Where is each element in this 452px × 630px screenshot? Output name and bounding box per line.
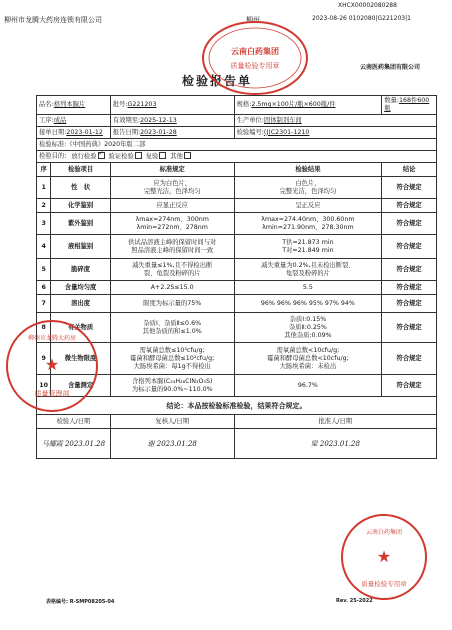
header-no: 序 bbox=[37, 163, 51, 177]
doc-code: XHCX00002080288 bbox=[338, 2, 397, 9]
report-date-cell: 报告日期:2023-01-28 bbox=[110, 127, 234, 139]
row-item: 脆碎度 bbox=[51, 259, 111, 281]
row-result: 96.7% bbox=[234, 375, 382, 397]
info-row-4 bbox=[37, 139, 437, 151]
conclusion-text: 结论：本品按检验标准检验，结果符合规定。 bbox=[37, 397, 437, 415]
row-standard: 杂质Ⅰ、杂质Ⅱ≤0.6% 其他杂质的和≤1.0% bbox=[110, 313, 234, 343]
company-name: 柳州市龙腾大药房连锁有限公司 bbox=[4, 16, 102, 24]
row-result: λmax=274.40nm、300.60nm λmin=271.90nm、278.30nm bbox=[234, 213, 382, 235]
purpose-cell: 检验目的: 放行检验✓ 验证检验 复验 其他 bbox=[37, 151, 437, 163]
row-number: 4 bbox=[37, 235, 51, 259]
qty-cell: 数量:168件600瓶 bbox=[382, 96, 437, 115]
row-result: 呈正反应 bbox=[234, 199, 382, 213]
svg-text:质量检验专用章: 质量检验专用章 bbox=[361, 580, 407, 588]
standard-cell: 检验标准:《中国药典》2020年版二部 bbox=[37, 139, 437, 151]
svg-text:云南白药集团: 云南白药集团 bbox=[231, 47, 279, 56]
row-item: 性 状 bbox=[51, 177, 111, 199]
row-conclusion: 符合规定 bbox=[382, 259, 437, 281]
purpose-option[interactable]: 放行检验 bbox=[71, 152, 97, 160]
spec-cell: 规格:2.5mg×100片/瓶×600瓶/件 bbox=[234, 96, 382, 115]
row-item: 化学鉴别 bbox=[51, 199, 111, 213]
row-conclusion: 符合规定 bbox=[382, 375, 437, 397]
row-item: 液相鉴别 bbox=[51, 235, 111, 259]
purpose-options bbox=[68, 153, 192, 160]
svg-text:★: ★ bbox=[376, 547, 392, 566]
expiry-cell: 有效期至:2025-12-13 bbox=[110, 115, 234, 127]
row-result: 需氧菌总数<10cfu/g; 霉菌和酵母菌总数<10cfu/g; 大肠埃希菌：未检出 bbox=[234, 343, 382, 375]
left-stamp bbox=[4, 318, 100, 414]
row-conclusion: 符合规定 bbox=[382, 295, 437, 313]
row-standard: λmax=274nm、300nm λmin=272nm、278nm bbox=[110, 213, 234, 235]
header-conclusion: 结论 bbox=[382, 163, 437, 177]
signature-tester: 马耀霞 2023.01.28 bbox=[37, 429, 111, 459]
table-row bbox=[37, 213, 437, 235]
header-standard: 标准规定 bbox=[110, 163, 234, 177]
table-row bbox=[37, 235, 437, 259]
table-row bbox=[37, 177, 437, 199]
info-row-3 bbox=[37, 127, 437, 139]
row-number: 9 bbox=[37, 343, 51, 375]
row-item: 溶出度 bbox=[51, 295, 111, 313]
row-standard: 应为白色片， 完整光洁，色泽均匀 bbox=[110, 177, 234, 199]
header-item: 检验项目 bbox=[51, 163, 111, 177]
purpose-checkbox[interactable] bbox=[159, 152, 166, 159]
row-standard: 减失重量≤1%,且不得检出断 裂、龟裂及粉碎的片 bbox=[110, 259, 234, 281]
receive-cell: 接单日期:2023-01-12 bbox=[37, 127, 111, 139]
row-number: 10 bbox=[37, 375, 51, 397]
row-result: 白色片， 完整光洁，色泽均匀 bbox=[234, 177, 382, 199]
info-row-1 bbox=[37, 96, 437, 115]
table-header-row bbox=[37, 163, 437, 177]
process-cell: 工序:成品 bbox=[37, 115, 111, 127]
row-number: 7 bbox=[37, 295, 51, 313]
svg-text:质量检验专用章: 质量检验专用章 bbox=[230, 62, 280, 70]
row-number: 6 bbox=[37, 281, 51, 295]
row-conclusion: 符合规定 bbox=[382, 213, 437, 235]
test-no-cell: 检验编号:(J)C2301-1210 bbox=[234, 127, 436, 139]
workshop-cell: 生产单位:固体制剂车间 bbox=[234, 115, 436, 127]
row-number: 5 bbox=[37, 259, 51, 281]
supplier-name: 云南医药集团有限公司 bbox=[360, 64, 421, 71]
print-info: 2023-08-26 0102080|G221203|1 bbox=[312, 15, 411, 22]
row-result: 杂质Ⅰ:0.15% 杂质Ⅱ:0.25% 其他杂质:0.09% bbox=[234, 313, 382, 343]
purpose-option[interactable]: 验证检验 bbox=[108, 152, 134, 160]
row-result: T供=21.873 min T对=21.849 min bbox=[234, 235, 382, 259]
row-item: 紫外鉴别 bbox=[51, 213, 111, 235]
info-row-5 bbox=[37, 151, 437, 163]
row-conclusion: 符合规定 bbox=[382, 313, 437, 343]
row-result: 减失重量为0.2%,且未检出断裂、 龟裂及粉碎的片 bbox=[234, 259, 382, 281]
row-number: 2 bbox=[37, 199, 51, 213]
sign-header-tester: 检验人/日期 bbox=[37, 415, 111, 429]
report-title: 检验报告单 bbox=[182, 74, 253, 88]
sign-header-row bbox=[37, 415, 437, 429]
row-item: 微生物限度 bbox=[51, 343, 111, 375]
header-result: 检验结果 bbox=[234, 163, 382, 177]
form-number: 表格编号: R-SMP08205-04 bbox=[46, 599, 115, 605]
bottom-stamp bbox=[334, 512, 434, 602]
row-conclusion: 符合规定 bbox=[382, 177, 437, 199]
sign-header-approver: 批准人/日期 bbox=[234, 415, 436, 429]
batch-cell: 批号:G221203 bbox=[110, 96, 234, 115]
signature-approver: 梁 2023.01.28 bbox=[234, 429, 436, 459]
row-standard: 含格列本脲(C₂₃H₂₈ClN₃O₅S) 为标示量的90.0%~110.0% bbox=[110, 375, 234, 397]
info-row-2 bbox=[37, 115, 437, 127]
purpose-checkbox[interactable] bbox=[135, 152, 142, 159]
top-stamp bbox=[200, 18, 310, 98]
sign-header-reviewer: 复核人/日期 bbox=[110, 415, 234, 429]
row-standard: A+2.2S≤15.0 bbox=[110, 281, 234, 295]
row-standard: 供试品溶液主峰的保留时间与对 照品溶液主峰的保留时间一致 bbox=[110, 235, 234, 259]
svg-text:云南白药集团: 云南白药集团 bbox=[365, 529, 403, 536]
row-conclusion: 符合规定 bbox=[382, 343, 437, 375]
row-conclusion: 符合规定 bbox=[382, 235, 437, 259]
revision: Rev. 25-2022 bbox=[336, 598, 373, 604]
table-row bbox=[37, 281, 437, 295]
purpose-option[interactable]: 其他 bbox=[170, 152, 183, 160]
row-number: 1 bbox=[37, 177, 51, 199]
signature-row bbox=[37, 429, 437, 459]
purpose-checkbox[interactable] bbox=[98, 152, 105, 159]
purpose-checkbox[interactable] bbox=[184, 152, 191, 159]
table-row bbox=[37, 199, 437, 213]
signature-reviewer: 谢 2023.01.28 bbox=[110, 429, 234, 459]
row-conclusion: 符合规定 bbox=[382, 199, 437, 213]
row-item: 含量均匀度 bbox=[51, 281, 111, 295]
row-standard: 需氧菌总数≤10³cfu/g; 霉菌和酵母菌总数≤10²cfu/g; 大肠埃希菌：每1g不得检出 bbox=[110, 343, 234, 375]
row-item: 含量测定 bbox=[51, 375, 111, 397]
row-standard: 应显正反应 bbox=[110, 199, 234, 213]
svg-text:质量管理部: 质量管理部 bbox=[34, 390, 70, 398]
table-row bbox=[37, 295, 437, 313]
svg-text:★: ★ bbox=[44, 355, 60, 374]
row-result: 5.5 bbox=[234, 281, 382, 295]
row-number: 3 bbox=[37, 213, 51, 235]
table-row bbox=[37, 259, 437, 281]
row-standard: 限度为标示量的75% bbox=[110, 295, 234, 313]
svg-text:柳州市龙腾大药房: 柳州市龙腾大药房 bbox=[27, 335, 77, 342]
row-item: 有关物质 bbox=[51, 313, 111, 343]
row-conclusion: 符合规定 bbox=[382, 281, 437, 295]
row-number: 8 bbox=[37, 313, 51, 343]
product-cell: 品名:格列本脲片 bbox=[37, 96, 111, 115]
purpose-option[interactable]: 复验 bbox=[145, 152, 159, 160]
city-label: 柳州 bbox=[246, 16, 260, 24]
row-result: 96% 96% 96% 95% 97% 94% bbox=[234, 295, 382, 313]
